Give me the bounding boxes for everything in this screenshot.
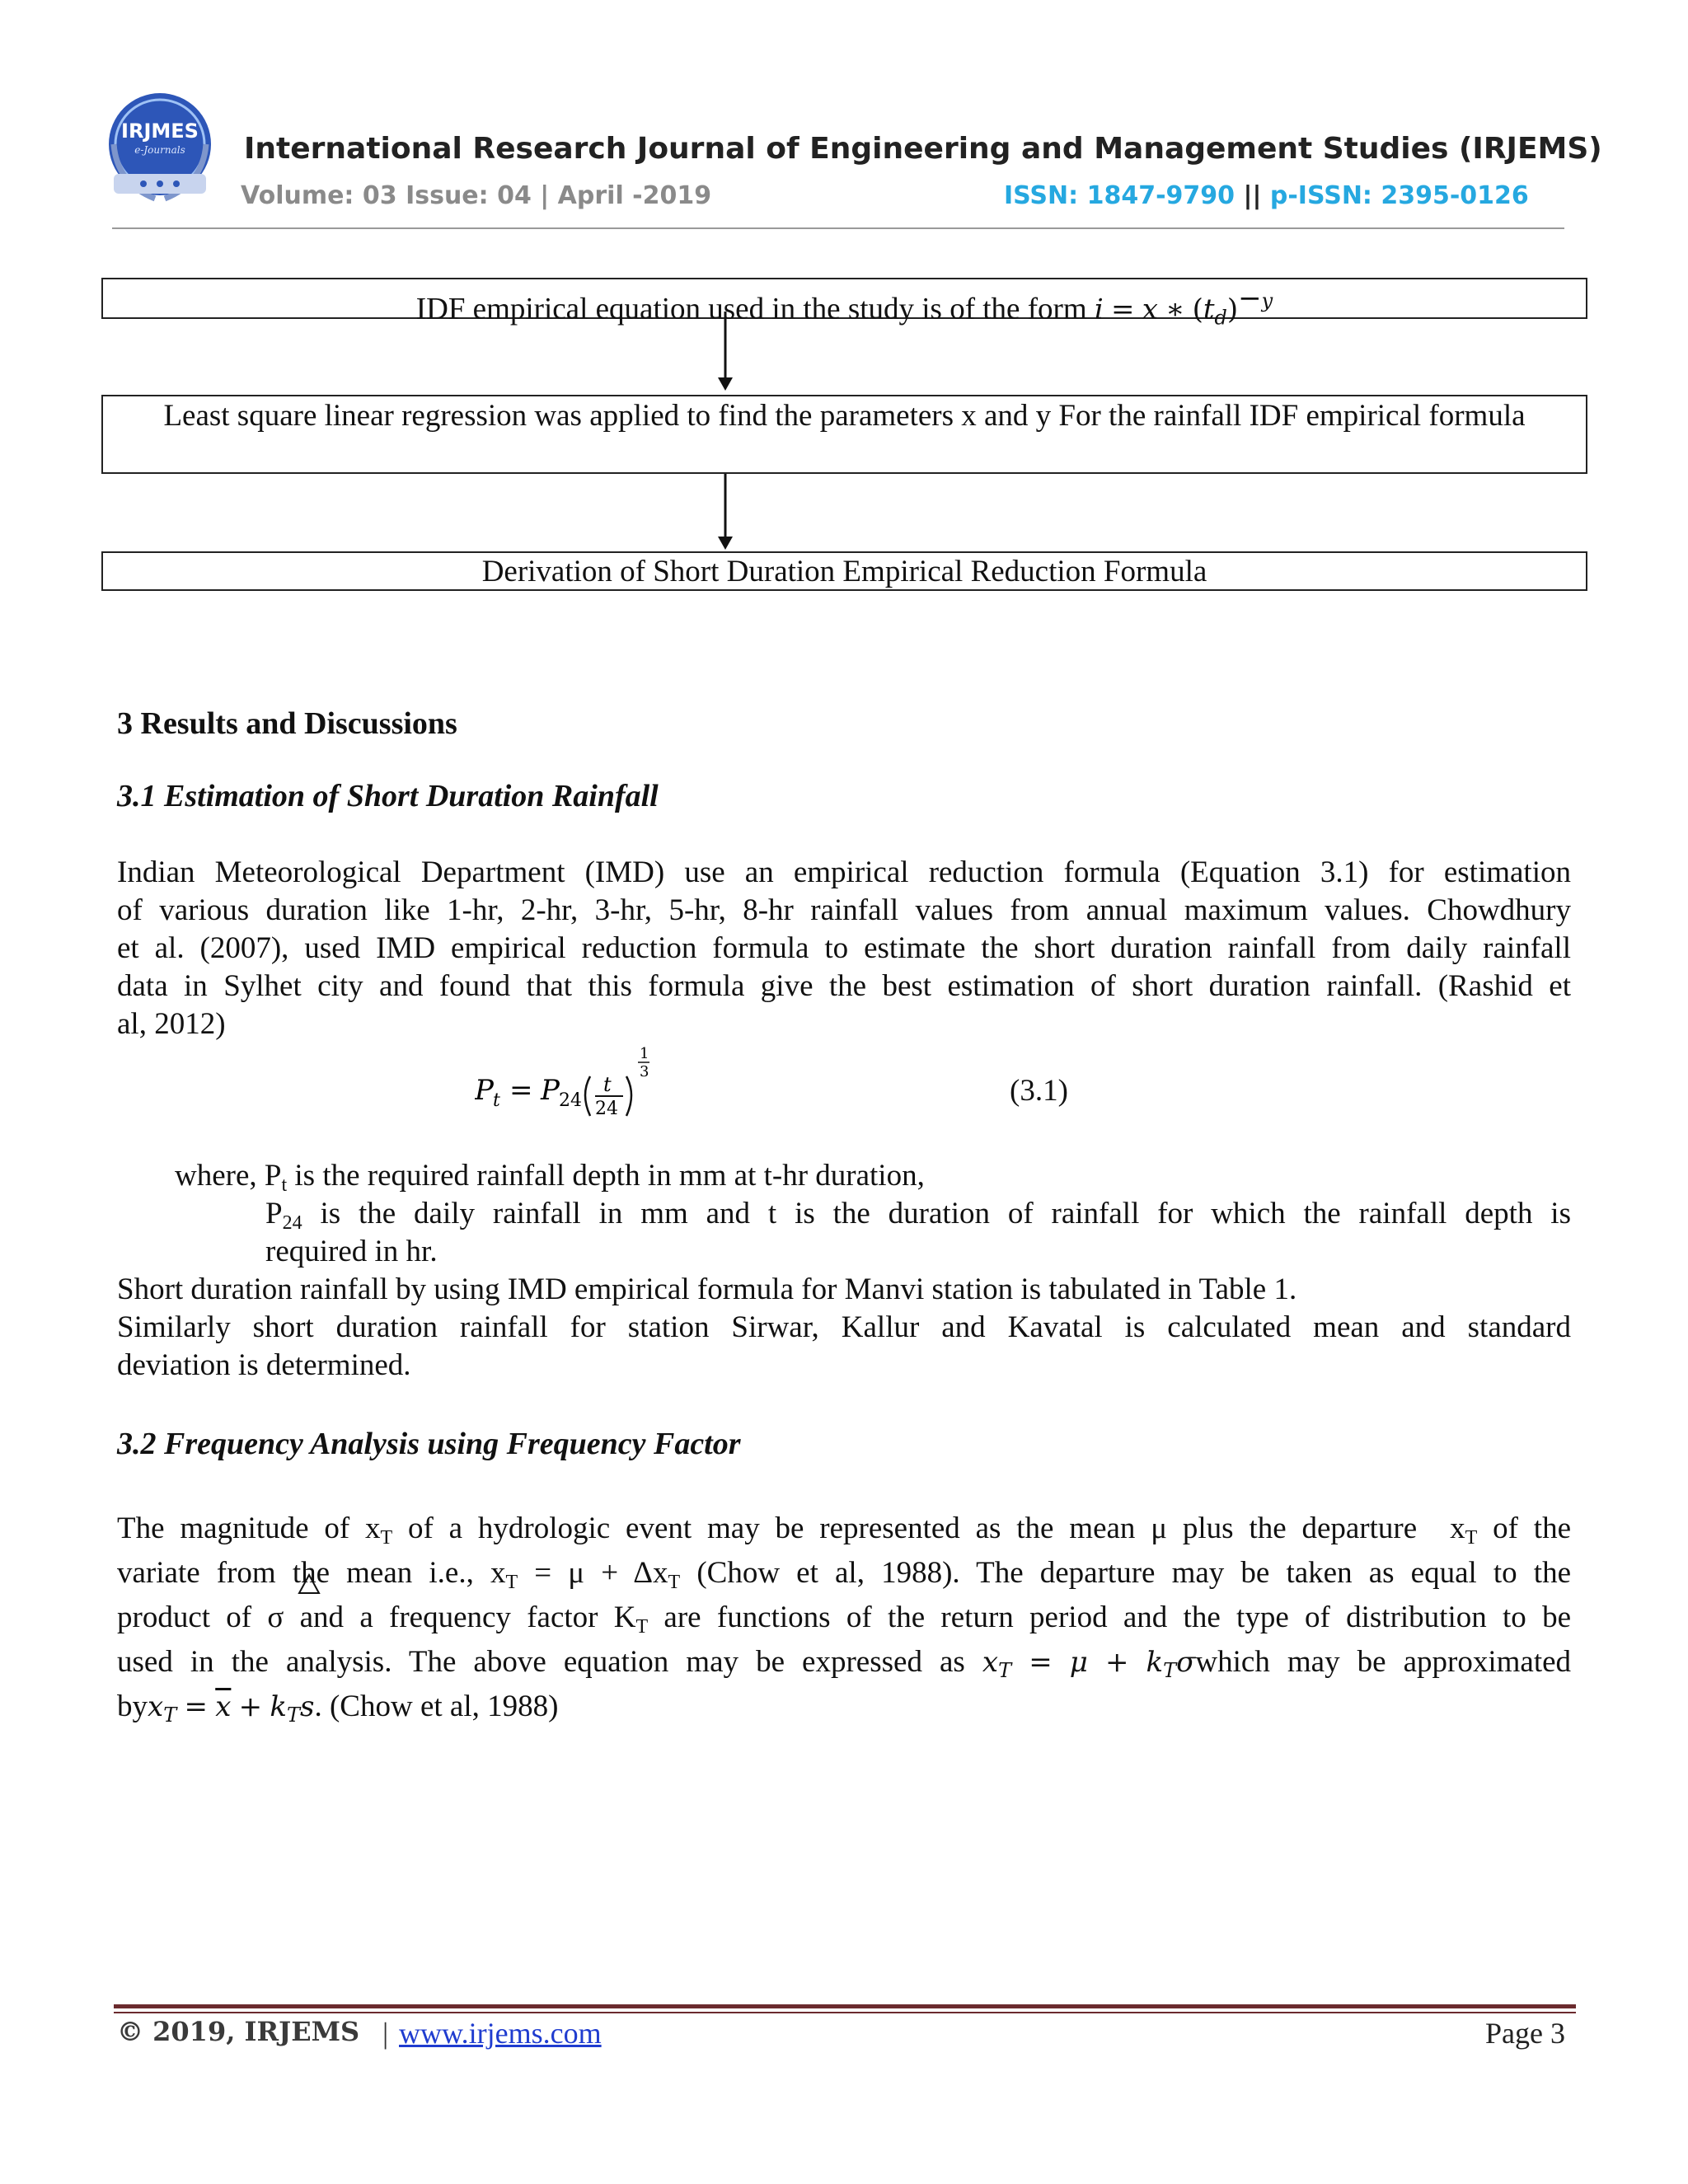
page-number: Page 3 xyxy=(1485,2017,1565,2050)
section-heading: 3 Results and Discussions xyxy=(117,706,457,741)
svg-text:24: 24 xyxy=(559,1090,582,1111)
flowchart-box-3: Derivation of Short Duration Empirical Reduction Formula xyxy=(101,551,1587,591)
paragraph-line: al, 2012) xyxy=(117,1007,226,1041)
p-issn: p-ISSN: 2395-0126 xyxy=(1269,181,1529,210)
footer-copyright: © 2019, IRJEMS xyxy=(117,2016,360,2047)
paragraph-line: data in Sylhet city and found that this formula give the best estimation of short duration rainfall. (Rashid et xyxy=(117,969,1571,1003)
logo-text: IRJMES xyxy=(121,120,199,143)
paragraph-imd xyxy=(117,854,1571,1043)
flowchart-box-1-text: IDF empirical equation used in the study is of the form xyxy=(415,292,1095,326)
paragraph-line: Indian Meteorological Department (IMD) use an empirical reduction formula (Equation 3.1) for estimation xyxy=(117,855,1571,889)
volume-info: Volume: 03 Issue: 04 | April -2019 xyxy=(241,181,712,210)
logo-subtext: e-Journals xyxy=(134,144,185,156)
subsection-heading-3-2: 3.2 Frequency Analysis using Frequency Factor xyxy=(117,1427,741,1461)
footer-separator: | xyxy=(382,2017,389,2050)
paragraph-line: of various duration like 1-hr, 2-hr, 3-hr, 5-hr, 8-hr rainfall values from annual maximum values. Chowdhury xyxy=(117,893,1571,927)
paragraph-line: et al. (2007), used IMD empirical reduction formula to estimate the short duration rainfall from daily rainfall xyxy=(117,931,1571,965)
svg-text:P: P xyxy=(475,1074,494,1107)
footer-website-link[interactable]: www.irjems.com xyxy=(399,2017,602,2050)
subsection-heading-3-1: 3.1 Estimation of Short Duration Rainfall xyxy=(117,779,659,813)
footer-divider-thin xyxy=(114,2012,1576,2013)
where-line: where, $P_t$ is the required rainfall depth in mm at t-hr duration, xyxy=(175,1159,925,1196)
issn-line xyxy=(1004,181,1529,210)
svg-text:t: t xyxy=(493,1090,500,1111)
svg-text:t: t xyxy=(603,1073,612,1096)
flow-arrow-down-icon xyxy=(709,312,742,392)
journal-title: International Research Journal of Engineering and Management Studies (IRJEMS) xyxy=(244,132,1602,166)
svg-text:P: P xyxy=(541,1074,560,1107)
flowchart-box-1: IDF empirical equation used in the study is of the form i = x ∗ $(t_d)^{-y}$ xyxy=(101,278,1587,319)
footer-divider xyxy=(114,2004,1576,2008)
short-duration-paragraph: Short duration rainfall by using IMD empirical formula for Manvi station is tabulated in Table 1. Similarly short duration rainfall for station Sirwar, Kallur and Kavatal is calculated mean and standard deviation is determined. xyxy=(117,1272,1571,1382)
issn: ISSN: 1847-9790 xyxy=(1004,181,1236,210)
paragraph-frequency: The magnitude of $x_T$ of a hydrologic event may be represented as the mean μ plus the departure $x_T$ of the variate from the mean i.e., $x_T = \mu + \Delta x_T$ (Chow et al, 1988). The departure may be taken as equal to the product of σ and a frequency factor $K_T$ are functions of the return period and the type of distribution to be used in the analysis. The above equation may be expressed as $x_T = \mu$ + $k_T\sigma which$ may be approximated $byx_T = \overline{x} + k_Ts$. (Chow et al, 1988) xyxy=(117,1511,1572,1727)
flowchart-box-2: Least square linear regression was applied to find the parameters x and y For the rainfall IDF empirical formula xyxy=(101,395,1587,474)
svg-text:1: 1 xyxy=(640,1045,649,1062)
p24-definition: $P_{24}$ is the daily rainfall in mm and t is the duration of rainfall for which the rainfall depth is required in hr. xyxy=(265,1197,1571,1268)
svg-text:=: = xyxy=(509,1074,533,1107)
equation-label: (3.1) xyxy=(1010,1074,1068,1108)
issn-separator: || xyxy=(1243,181,1262,210)
equation-3-1 xyxy=(475,1040,689,1131)
delta-triangle-icon xyxy=(297,1572,321,1596)
svg-text:3: 3 xyxy=(640,1063,649,1080)
svg-text:24: 24 xyxy=(595,1099,618,1119)
journal-logo xyxy=(97,87,223,212)
header-divider xyxy=(112,227,1564,229)
flow-arrow-down-icon xyxy=(709,474,742,551)
